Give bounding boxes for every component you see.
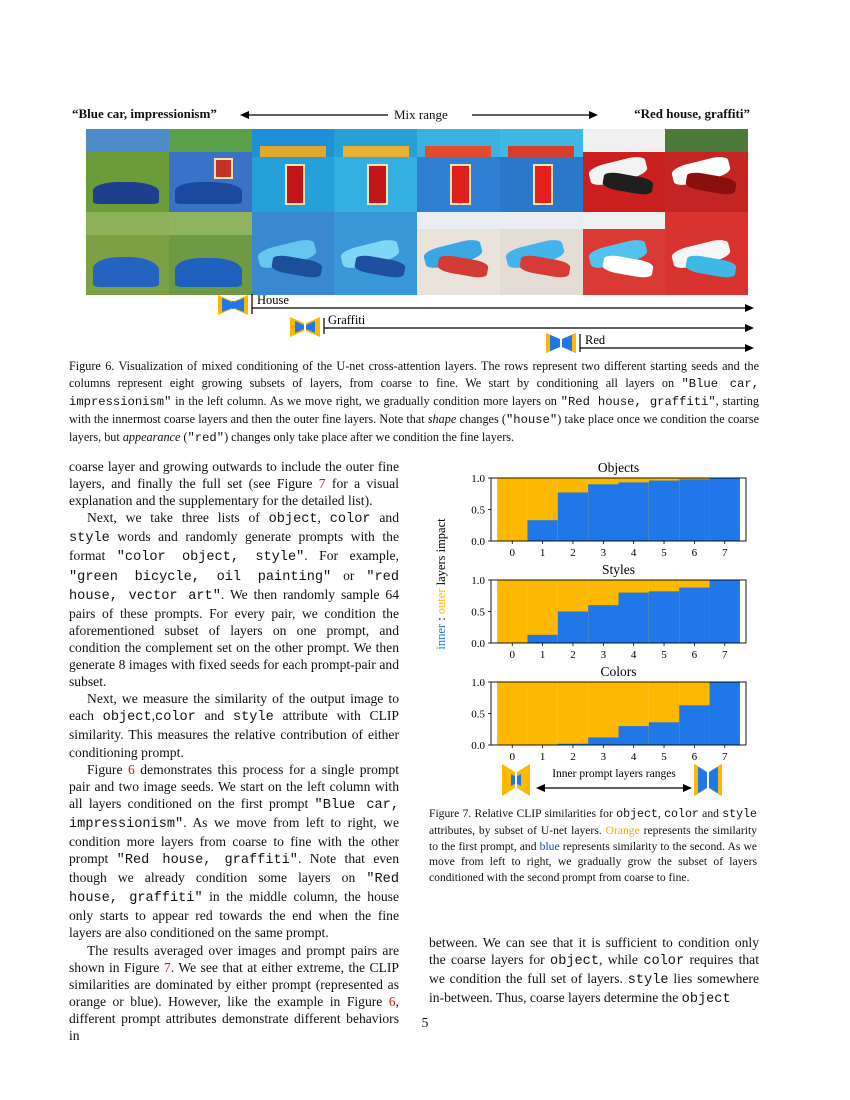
text-run: . Note that even though we already condition some layers on: [69, 851, 399, 886]
text-run: 7: [163, 959, 171, 975]
figure7-chart: [430, 456, 760, 796]
text-run: in the left column. As we move right, we gradually condition more layers on: [171, 394, 561, 408]
mix-arrow-right: [470, 107, 600, 123]
text-run: attributes, by subset of U-net layers.: [429, 823, 606, 837]
text-run: object: [268, 512, 318, 528]
text-run: color: [664, 808, 699, 821]
unet-icon-right: [694, 764, 722, 796]
figure6-header: [68, 104, 758, 126]
text-run: ,: [657, 807, 665, 820]
x-tick-label: 2: [570, 547, 576, 559]
bar-inner: [588, 737, 618, 745]
bar-inner: [527, 635, 557, 643]
image-tile: [583, 129, 666, 212]
x-tick-label: 1: [539, 751, 546, 763]
figure7-caption: [429, 806, 757, 886]
text-run: "red": [187, 431, 225, 445]
text-run: requires that we condition the full set of layers.: [429, 952, 759, 987]
text-run: 7: [318, 476, 326, 492]
bar-inner: [619, 482, 649, 541]
text-run: . For example,: [304, 548, 399, 564]
unet-icon-house: [218, 295, 248, 315]
text-run: style: [627, 973, 669, 989]
figure6-caption: [69, 358, 759, 447]
text-run: style: [232, 710, 274, 726]
chart-xlabel: Inner prompt layers ranges: [552, 768, 676, 780]
x-tick-label: 7: [722, 751, 728, 763]
image-tile: [500, 129, 583, 212]
y-tick-label: 0.5: [471, 504, 485, 517]
text-run: "house": [505, 413, 558, 427]
image-tile: [334, 212, 417, 295]
y-tick-label: 0.0: [471, 536, 485, 548]
text-run: ) changes only take place after we condition the fine layers.: [224, 430, 515, 444]
bar-inner: [649, 591, 679, 643]
text-run: and: [698, 807, 723, 820]
text-run: "green bicycle, oil painting": [69, 569, 332, 585]
text-run: appearance: [122, 430, 181, 444]
figure6-image-grid: [86, 129, 748, 295]
panel-title: Styles: [601, 562, 636, 577]
panel-title: Colors: [600, 664, 637, 679]
text-run: "Blue car, impressionism": [69, 797, 399, 832]
y-tick-label: 0.5: [471, 708, 485, 721]
image-tile: [169, 129, 252, 212]
x-tick-label: 4: [630, 649, 637, 661]
x-tick-label: 1: [539, 547, 546, 559]
text-run: in the middle column, the house only starts to appear red towards the end when the fine layers are also conditioned on the same prompt.: [69, 889, 399, 941]
paragraph: [69, 761, 399, 942]
y-tick-label: 1.0: [471, 473, 485, 485]
bar-inner: [679, 705, 709, 745]
bar-inner: [710, 580, 740, 643]
image-tile: [417, 129, 500, 212]
text-run: Orange: [605, 823, 640, 837]
ylabel-inner: inner: [434, 623, 448, 650]
text-run: "Red house, graffiti": [560, 395, 716, 409]
figure6-layer-brackets: [216, 292, 756, 356]
text-run: lies somewhere in-between. Thus, coarse layers determine the: [429, 971, 759, 1006]
text-run: , starting with the innermost coarse layers and then the outer fine layers. Note that: [69, 394, 760, 426]
text-run: object: [681, 992, 731, 1008]
image-tile: [334, 129, 417, 212]
bar-inner: [558, 492, 588, 541]
mix-arrow-left: [240, 107, 390, 123]
text-run: . We then randomly sample 64 pairs of these prompts. For every pair, we condition the aforementioned subset of layers on one prompt, and condition the complement set on the other prompt. We then generate 8 images with fixed seeds for each prompt-pair and subset.: [69, 586, 399, 690]
text-run: , while: [599, 952, 644, 968]
text-run: 6: [388, 993, 396, 1009]
unet-icon-graffiti: [290, 317, 320, 337]
bar-inner: [558, 612, 588, 644]
text-run: "Red house, graffiti": [69, 872, 399, 907]
x-tick-label: 4: [630, 547, 637, 559]
y-tick-label: 1.0: [471, 677, 485, 689]
paragraph: [429, 934, 759, 1008]
text-run: demonstrates this process for a single prompt pair and two image seeds. We start on the left column with all layers conditioned on the first prompt: [69, 761, 400, 811]
left-prompt-label: “Blue car, impressionism”: [72, 106, 217, 121]
x-tick-label: 5: [661, 649, 667, 661]
text-run: (: [180, 430, 188, 444]
text-run: or: [331, 567, 367, 583]
chart-ylabel: [434, 518, 448, 650]
paragraph: [69, 509, 399, 690]
text-run: for a visual explanation and the supplementary for the detailed list).: [69, 476, 399, 509]
text-run: represents similarity to the second. As we move from left to right, we gradually grow the subset of layers conditioned with the second prompt from coarse to fine.: [429, 839, 757, 885]
text-run: style: [69, 531, 110, 547]
text-run: shape: [427, 412, 457, 426]
ylabel-outer: outer: [434, 588, 448, 615]
image-tile: [665, 129, 748, 212]
text-run: , different prompt attributes demonstrate different behaviors in: [69, 993, 399, 1043]
bar-inner: [679, 479, 709, 541]
text-run: "color object, style": [116, 550, 305, 566]
mix-range-label: Mix range: [394, 107, 448, 122]
bracket-label-red: Red: [585, 333, 606, 347]
bar-inner: [619, 726, 649, 745]
text-run: 6: [128, 761, 135, 777]
image-tile: [86, 129, 169, 212]
text-run: "red house, vector art": [69, 569, 399, 604]
right-prompt-label: “Red house, graffiti”: [634, 106, 750, 121]
ylabel-sep: :: [434, 614, 448, 624]
image-tile: [583, 212, 666, 295]
y-tick-label: 1.0: [471, 575, 485, 587]
bar-inner: [710, 478, 740, 541]
bar-inner: [588, 605, 618, 643]
x-tick-label: 3: [600, 751, 607, 763]
image-tile: [665, 212, 748, 295]
x-tick-label: 6: [691, 649, 698, 661]
bar-inner: [710, 682, 740, 745]
x-tick-label: 1: [539, 649, 546, 661]
y-tick-label: 0.5: [471, 606, 485, 619]
bar-inner: [527, 520, 557, 541]
x-tick-label: 6: [691, 547, 698, 559]
bar-outer: [527, 580, 557, 643]
x-tick-label: 6: [691, 751, 698, 763]
bar-inner: [649, 722, 679, 745]
text-run: color: [329, 512, 371, 528]
x-tick-label: 7: [722, 649, 728, 661]
bar-outer: [497, 478, 527, 541]
unet-icon-red: [546, 333, 576, 353]
text-run: color: [155, 710, 196, 726]
image-tile: [500, 212, 583, 295]
text-run: object: [550, 954, 599, 970]
x-tick-label: 5: [661, 751, 667, 763]
text-run: changes (: [456, 412, 506, 426]
text-run: object: [102, 710, 152, 726]
text-run: Figure: [87, 761, 128, 777]
bar-outer: [497, 682, 527, 745]
text-run: attribute with CLIP similarity. This measures the relative contribution of either conditioning prompt.: [69, 708, 399, 760]
image-tile: [252, 212, 335, 295]
right-column-text: [429, 934, 759, 1008]
text-run: and: [195, 708, 233, 724]
unet-icon-left: [502, 764, 530, 796]
bracket-label-house: House: [257, 293, 289, 307]
text-run: style: [722, 808, 758, 821]
text-run: ,: [151, 708, 156, 724]
text-run: object: [616, 808, 658, 821]
text-run: Figure 7. Relative CLIP similarities for: [429, 807, 617, 820]
x-tick-label: 3: [600, 547, 607, 559]
bar-outer: [588, 682, 618, 745]
image-tile: [86, 212, 169, 295]
text-run: . As we move from left to right, we condition more layers from coarse to fine with the other prompt: [69, 814, 399, 867]
text-run: color: [643, 954, 685, 970]
text-run: The results averaged over images and prompt pairs are shown in Figure: [69, 942, 399, 975]
image-tile: [169, 212, 252, 295]
paragraph: [69, 458, 399, 509]
text-run: words and randomly generate prompts with the format: [69, 529, 399, 564]
y-tick-label: 0.0: [471, 638, 485, 650]
text-run: Next, we take three lists of: [87, 510, 269, 526]
text-run: "Blue car, impressionism": [69, 377, 760, 409]
bar-inner: [649, 481, 679, 541]
left-column-text: [69, 458, 399, 1044]
text-run: Figure 6. Visualization of mixed conditioning of the U-net cross-attention layers. The rows represent two different starting seeds and the columns represent eight growing subsets of layers, from coarse to fine. We start by conditioning all layers on: [69, 359, 759, 390]
bar-inner: [619, 593, 649, 643]
x-tick-label: 0: [509, 751, 515, 763]
x-tick-label: 4: [630, 751, 637, 763]
paragraph: [69, 690, 399, 760]
text-run: ,: [317, 510, 330, 526]
text-run: coarse layer and growing outwards to include the outer fine layers, and finally the full set (see Figure: [69, 459, 399, 492]
image-tile: [252, 129, 335, 212]
x-tick-label: 5: [661, 547, 667, 559]
text-run: between. We can see that it is sufficient to condition only the coarse layers for: [429, 935, 759, 968]
x-tick-label: 2: [570, 649, 576, 661]
panel-title: Objects: [597, 460, 640, 475]
bar-inner: [588, 484, 618, 541]
text-run: "Red house, graffiti": [116, 853, 298, 869]
text-run: represents the similarity to the first prompt, and: [429, 823, 757, 853]
text-run: and: [370, 510, 400, 526]
image-tile: [417, 212, 500, 295]
text-run: blue: [539, 839, 560, 853]
bracket-label-graffiti: Graffiti: [328, 313, 366, 327]
x-tick-label: 7: [722, 547, 728, 559]
page-number: 5: [421, 1015, 429, 1030]
bar-outer: [497, 580, 527, 643]
bar-outer: [527, 682, 557, 745]
text-run: ) take place once we condition the coarse layers, but: [69, 412, 759, 444]
x-tick-label: 0: [509, 649, 515, 661]
bar-outer: [558, 682, 588, 745]
text-run: . We see that at either extreme, the CLIP similarities are dominated by either prompt (represented as orange or blue). However, like the example in Figure: [69, 959, 399, 1009]
ylabel-rest: layers impact: [434, 518, 448, 589]
y-tick-label: 0.0: [471, 740, 485, 752]
x-tick-label: 0: [509, 547, 515, 559]
x-tick-label: 2: [570, 751, 576, 763]
x-tick-label: 3: [600, 649, 607, 661]
text-run: Next, we measure the similarity of the output image to each: [69, 691, 399, 724]
bar-inner: [679, 588, 709, 643]
